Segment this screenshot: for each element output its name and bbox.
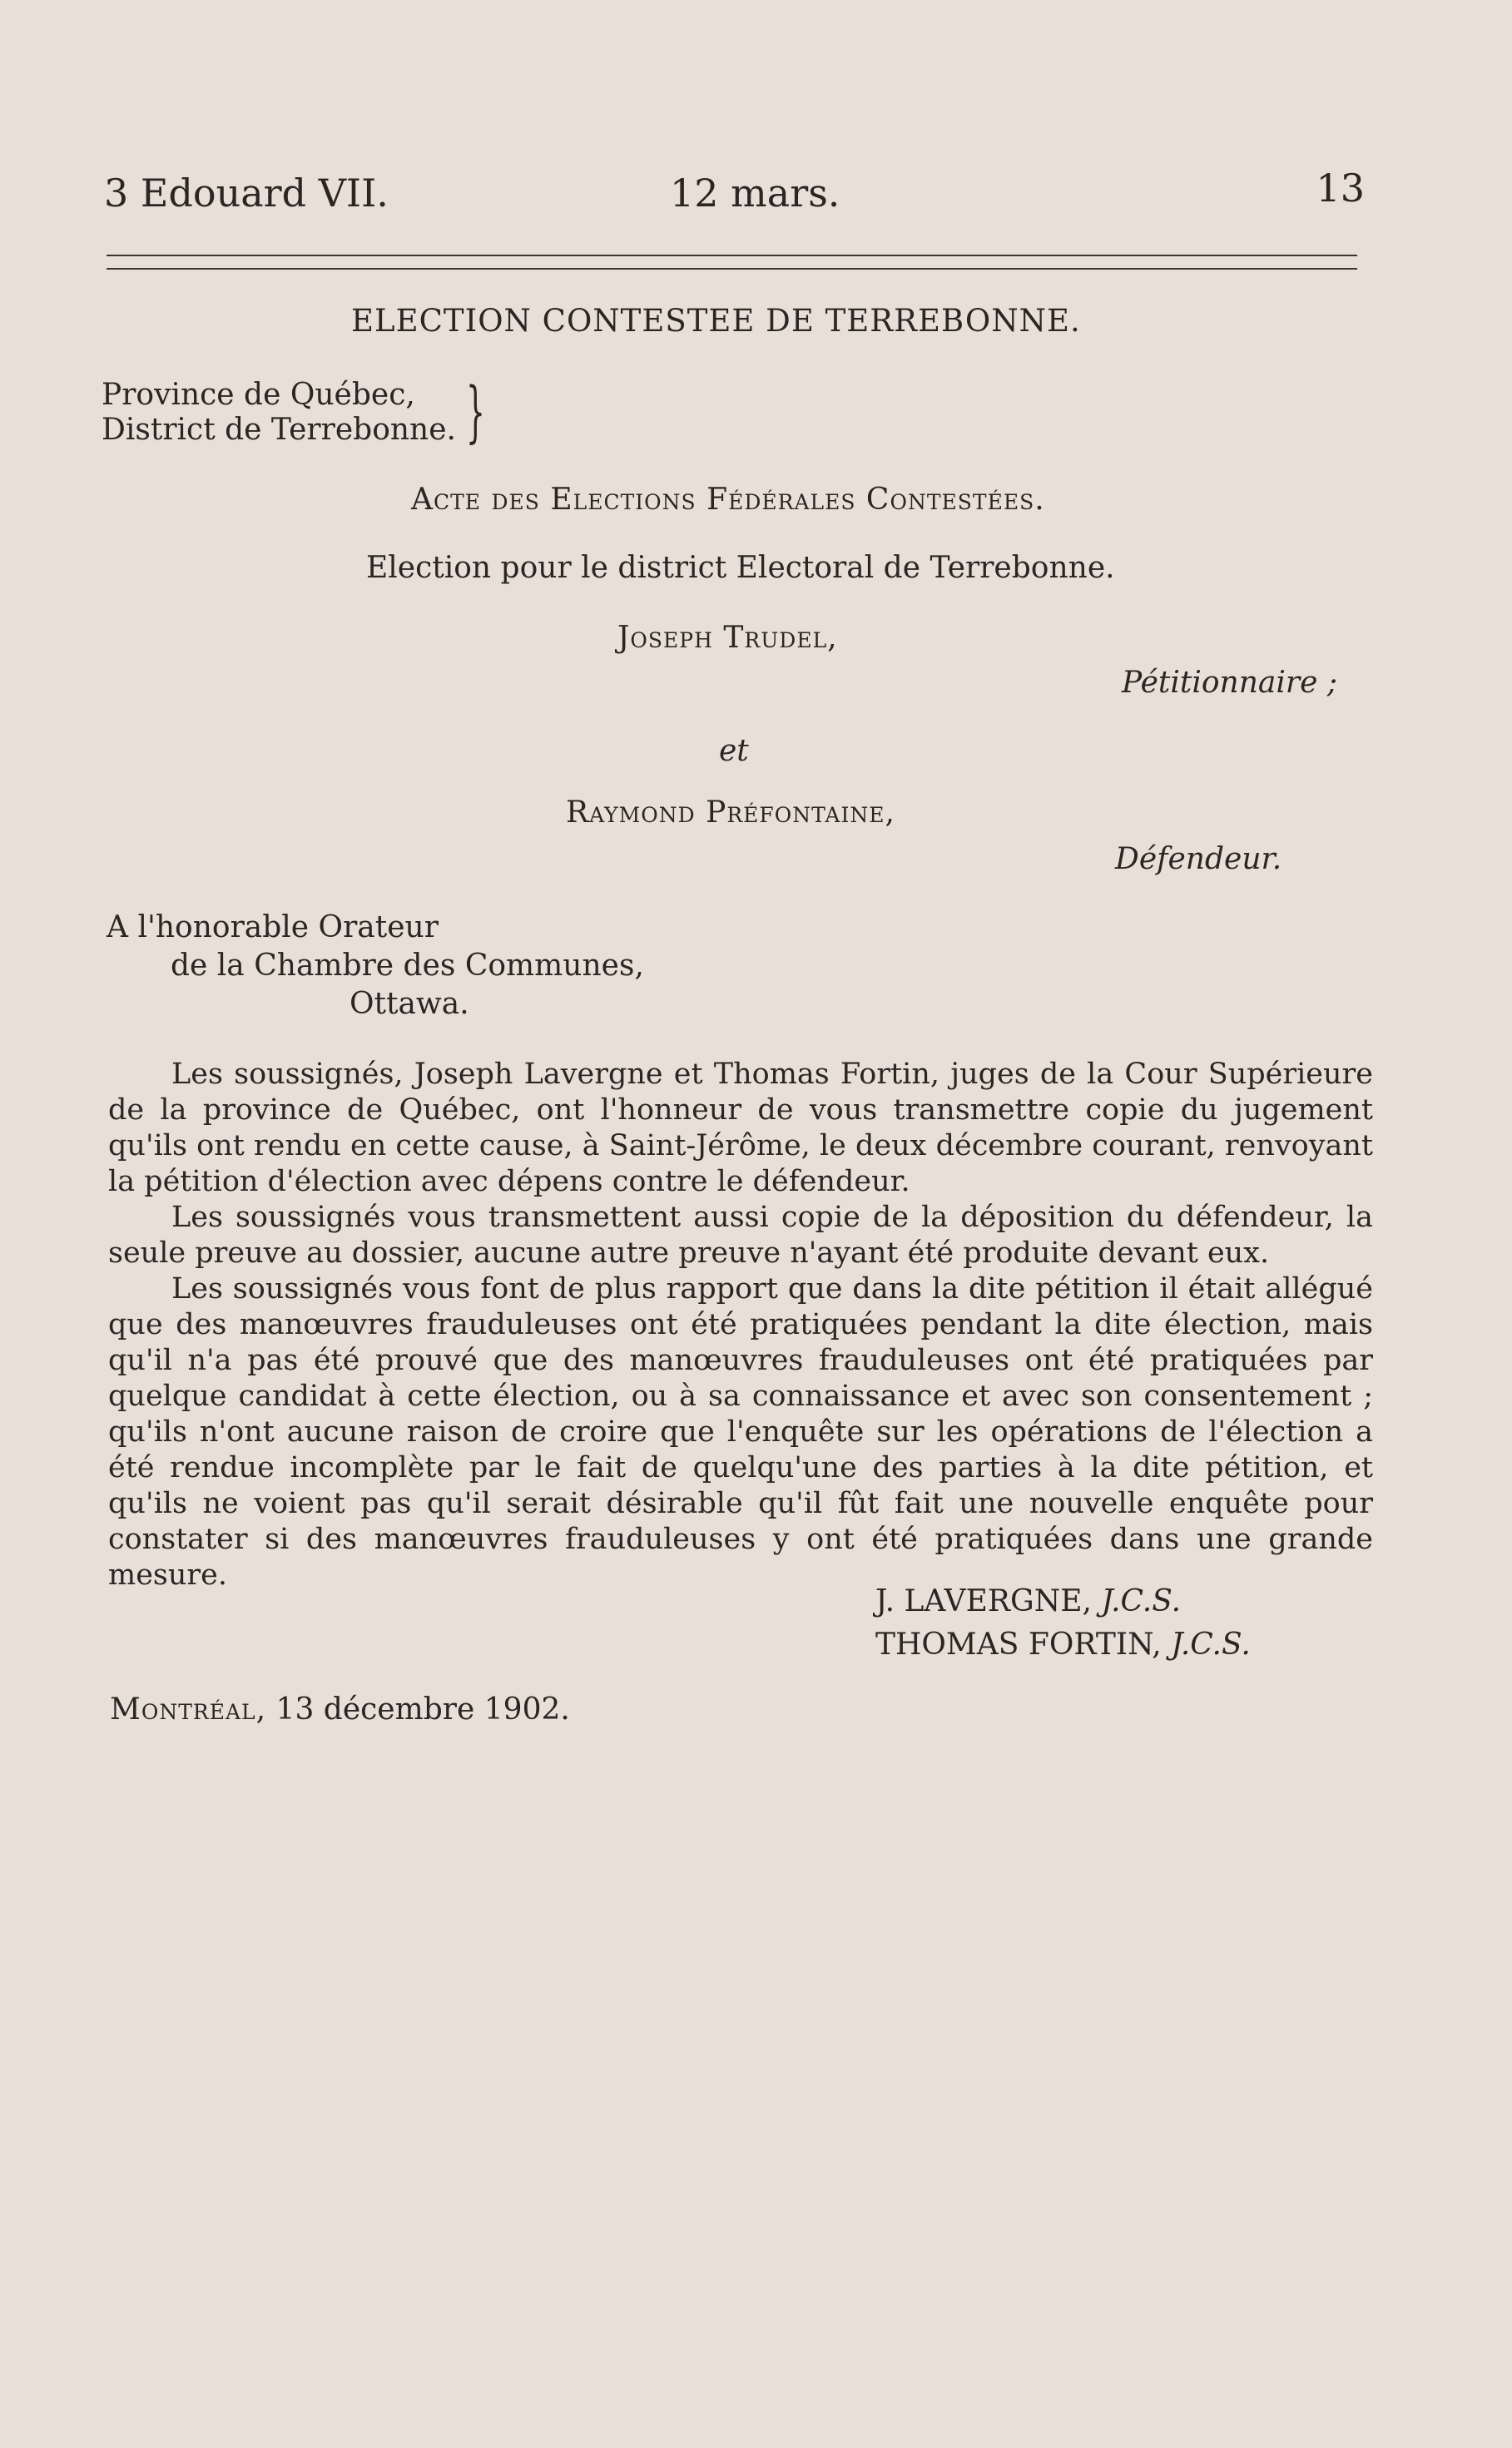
body-text: [108, 1057, 1373, 1593]
signature-name: J. LAVERGNE,: [875, 1584, 1092, 1618]
paragraph: Les soussignés vous transmettent aussi copie de la déposition du défendeur, la seule preuve au dossier, aucune autre preuve n'ayant été produite devant eux.: [108, 1201, 1373, 1270]
signature-fortin: [875, 1628, 1251, 1662]
defendant-role: Défendeur.: [1115, 842, 1282, 876]
header-date: 12 mars.: [670, 171, 840, 216]
act-heading: Acte des Elections Fédérales Contestées.: [411, 483, 1045, 517]
document-title: ELECTION CONTESTEE DE TERREBONNE.: [351, 303, 1081, 339]
address-line-3: Ottawa.: [349, 987, 469, 1021]
header-rule-bottom: [107, 268, 1357, 270]
address-line-1: A l'honorable Orateur: [107, 910, 439, 944]
district-line: District de Terrebonne.: [102, 413, 456, 447]
page-number: 13: [1316, 166, 1365, 211]
place: Montréal,: [110, 1692, 267, 1727]
header-rule-top: [107, 255, 1357, 256]
date: 13 décembre 1902.: [275, 1692, 570, 1727]
paragraph: Les soussignés, Joseph Lavergne et Thomas Fortin, juges de la Cour Supérieure de la province de Québec, ont l'honneur de vous transmettre copie du jugement qu'ils ont rendu en cette cause, à Saint-Jérôme, le deux décembre courant, renvoyant la pétition d'élection avec dépens contre le défendeur.: [108, 1058, 1373, 1198]
conjunction: et: [719, 734, 749, 768]
place-date: [110, 1692, 570, 1727]
page-header: [104, 166, 1365, 229]
petitioner-role: Pétitionnaire ;: [1122, 666, 1337, 700]
signature-name: THOMAS FORTIN,: [875, 1628, 1162, 1662]
province-line: Province de Québec,: [102, 378, 415, 412]
signature-title: J.C.S.: [1171, 1628, 1251, 1662]
brace-glyph: }: [466, 373, 485, 450]
signature-lavergne: [875, 1584, 1181, 1618]
address-line-2: de la Chambre des Communes,: [171, 949, 644, 983]
defendant-name: Raymond Préfontaine,: [566, 795, 895, 830]
petitioner-name: Joseph Trudel,: [617, 621, 838, 655]
signature-title: J.C.S.: [1101, 1584, 1182, 1618]
paragraph: Les soussignés vous font de plus rapport que dans la dite pétition il était allégué que des manœuvres frauduleuses ont été pratiquées pendant la dite élection, mais qu'il n'a pas été prouvé que des manœuvres frauduleuses ont été pratiquées par quelque candidat à cette élection, ou à sa connaissance et avec son consentement ; qu'ils n'ont aucune raison de croire que l'enquête sur les opérations de l'élection a été rendue incomplète par le fait de quelqu'une des parties à la dite pétition, et qu'ils ne voient pas qu'il serait désirable qu'il fût fait une nouvelle enquête pour constater si des manœuvres frauduleuses y ont été pratiquées dans une grande mesure.: [108, 1272, 1373, 1592]
header-reign: 3 Edouard VII.: [104, 171, 389, 216]
election-heading: Election pour le district Electoral de Terrebonne.: [366, 551, 1115, 585]
